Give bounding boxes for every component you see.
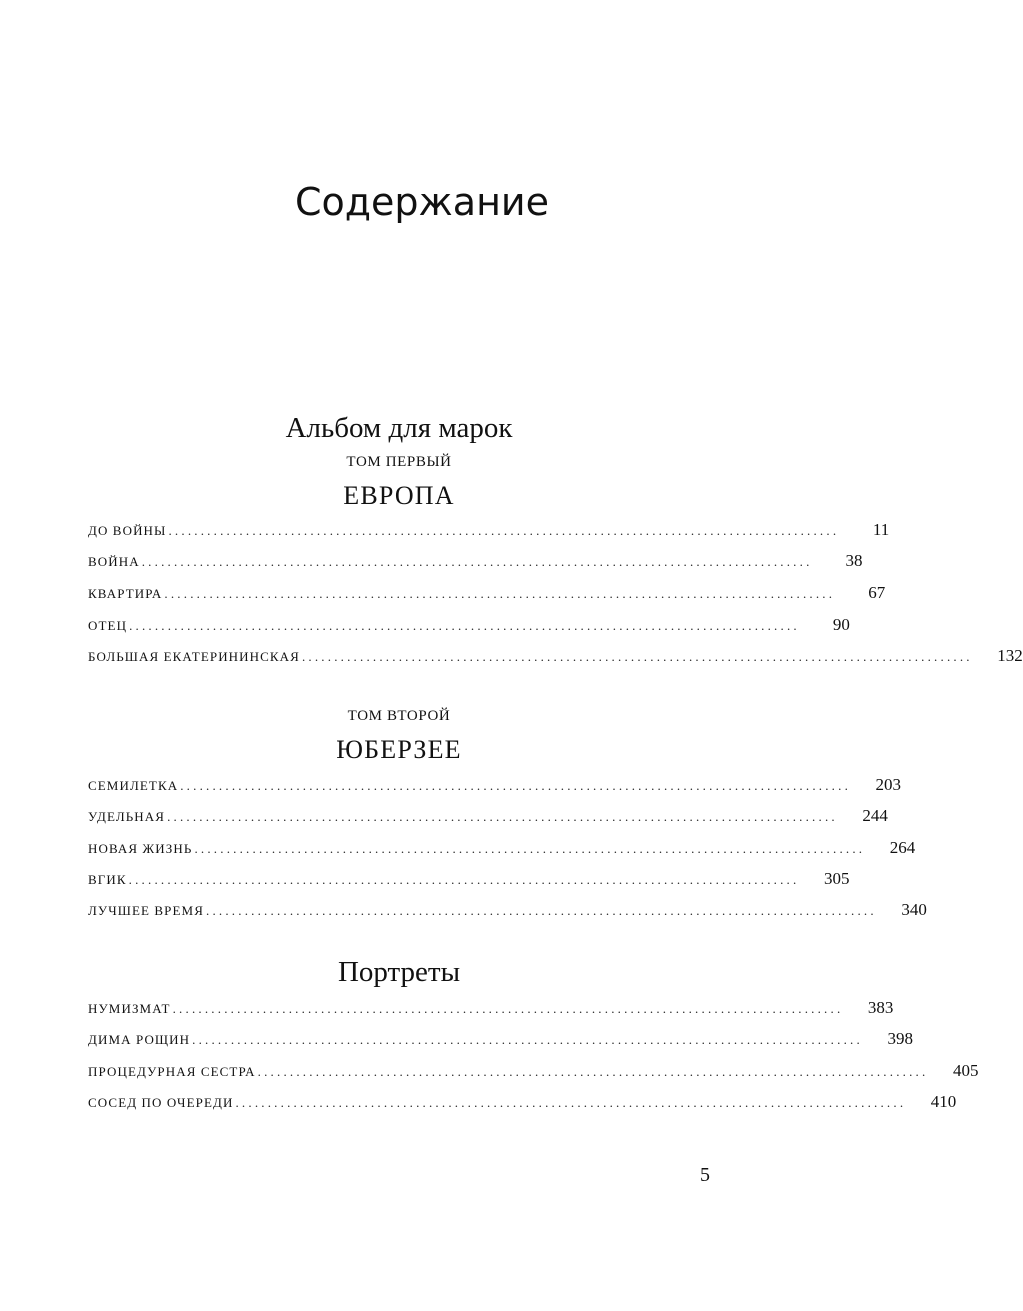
- toc-entry-label: ПРОЦЕДУРНАЯ СЕСТРА: [88, 1064, 256, 1079]
- toc-entry[interactable]: [88, 551, 863, 573]
- toc-entry-label: УДЕЛЬНАЯ: [88, 809, 166, 824]
- toc-entry-page: 398: [887, 1029, 913, 1048]
- toc-entry-label: ДИМА РОЩИН: [88, 1032, 191, 1047]
- toc-entry-label: СОСЕД ПО ОЧЕРЕДИ: [88, 1095, 234, 1110]
- toc-entry-label: ЛУЧШЕЕ ВРЕМЯ: [88, 903, 204, 918]
- toc-leader-dots: ........................................................................................................: [128, 872, 800, 887]
- toc-entry[interactable]: [88, 775, 902, 797]
- toc-entry[interactable]: [88, 615, 850, 637]
- toc-entry[interactable]: [88, 520, 890, 542]
- toc-entry-page: 305: [823, 869, 850, 888]
- toc-entry-page: 67: [868, 583, 886, 602]
- toc-leader-dots: ........................................................................................................: [194, 841, 866, 856]
- toc-leader-dots: ........................................................................................................: [141, 554, 813, 569]
- part-title-album: Альбом для марок: [285, 412, 513, 444]
- toc-leader-dots: ........................................................................................................: [206, 903, 877, 918]
- toc-entry-label: ВОЙНА: [88, 554, 140, 569]
- toc-entry-page: 38: [845, 551, 863, 570]
- toc-leader-dots: ........................................................................................................: [172, 1001, 844, 1016]
- page-title: Содержание: [295, 180, 549, 224]
- toc-entry[interactable]: [88, 1029, 913, 1051]
- toc-entry-page: 405: [952, 1061, 979, 1080]
- toc-entry-label: БОЛЬШАЯ ЕКАТЕРИНИНСКАЯ: [88, 649, 300, 664]
- toc-leader-dots: ........................................................................................................: [235, 1095, 907, 1110]
- toc-entry-label: СЕМИЛЕТКА: [88, 778, 179, 793]
- toc-entry-page: 90: [832, 615, 850, 634]
- toc-entry-page: 11: [872, 520, 890, 539]
- toc-entry[interactable]: [88, 838, 916, 860]
- toc-entry-page: 264: [889, 838, 916, 857]
- volume-label-second: ТОМ ВТОРОЙ: [347, 708, 451, 724]
- part-title-portraits: Портреты: [337, 956, 461, 988]
- toc-entry-page: 244: [862, 806, 888, 825]
- toc-entry-label: ОТЕЦ: [88, 618, 128, 633]
- toc-entry-label: ДО ВОЙНЫ: [88, 523, 167, 538]
- toc-leader-dots: ........................................................................................................: [180, 778, 852, 793]
- toc-entry[interactable]: [88, 583, 886, 605]
- toc-entry[interactable]: [88, 1092, 957, 1114]
- toc-entry[interactable]: [88, 646, 1023, 668]
- toc-entry-page: 340: [901, 900, 927, 919]
- toc-entry[interactable]: [88, 998, 894, 1020]
- toc-entry[interactable]: [88, 900, 927, 922]
- toc-entry-page: 132: [997, 646, 1023, 665]
- toc-entry-label: ВГИК: [88, 872, 127, 887]
- toc-entry-label: НОВАЯ ЖИЗНЬ: [88, 841, 193, 856]
- toc-leader-dots: ........................................................................................................: [257, 1064, 929, 1079]
- toc-entry-page: 383: [867, 998, 894, 1017]
- volume-title-uberzee: ЮБЕРЗЕЕ: [336, 735, 462, 764]
- toc-entry[interactable]: [88, 806, 888, 828]
- page-number: 5: [700, 1164, 710, 1186]
- toc-leader-dots: ........................................................................................................: [129, 618, 800, 633]
- toc-entry-label: КВАРТИРА: [88, 586, 163, 601]
- toc-entry[interactable]: [88, 1061, 979, 1083]
- toc-leader-dots: ........................................................................................................: [192, 1032, 863, 1047]
- toc-leader-dots: ........................................................................................................: [301, 649, 973, 664]
- volume-label-first: ТОМ ПЕРВЫЙ: [346, 454, 452, 470]
- toc-entry-page: 410: [930, 1092, 957, 1111]
- toc-leader-dots: ........................................................................................................: [168, 523, 840, 538]
- toc-leader-dots: ........................................................................................................: [164, 586, 836, 601]
- toc-leader-dots: ........................................................................................................: [167, 809, 838, 824]
- toc-entry-label: НУМИЗМАТ: [88, 1001, 171, 1016]
- toc-entry[interactable]: [88, 869, 850, 891]
- volume-title-europe: ЕВРОПА: [343, 481, 455, 510]
- toc-entry-page: 203: [875, 775, 902, 794]
